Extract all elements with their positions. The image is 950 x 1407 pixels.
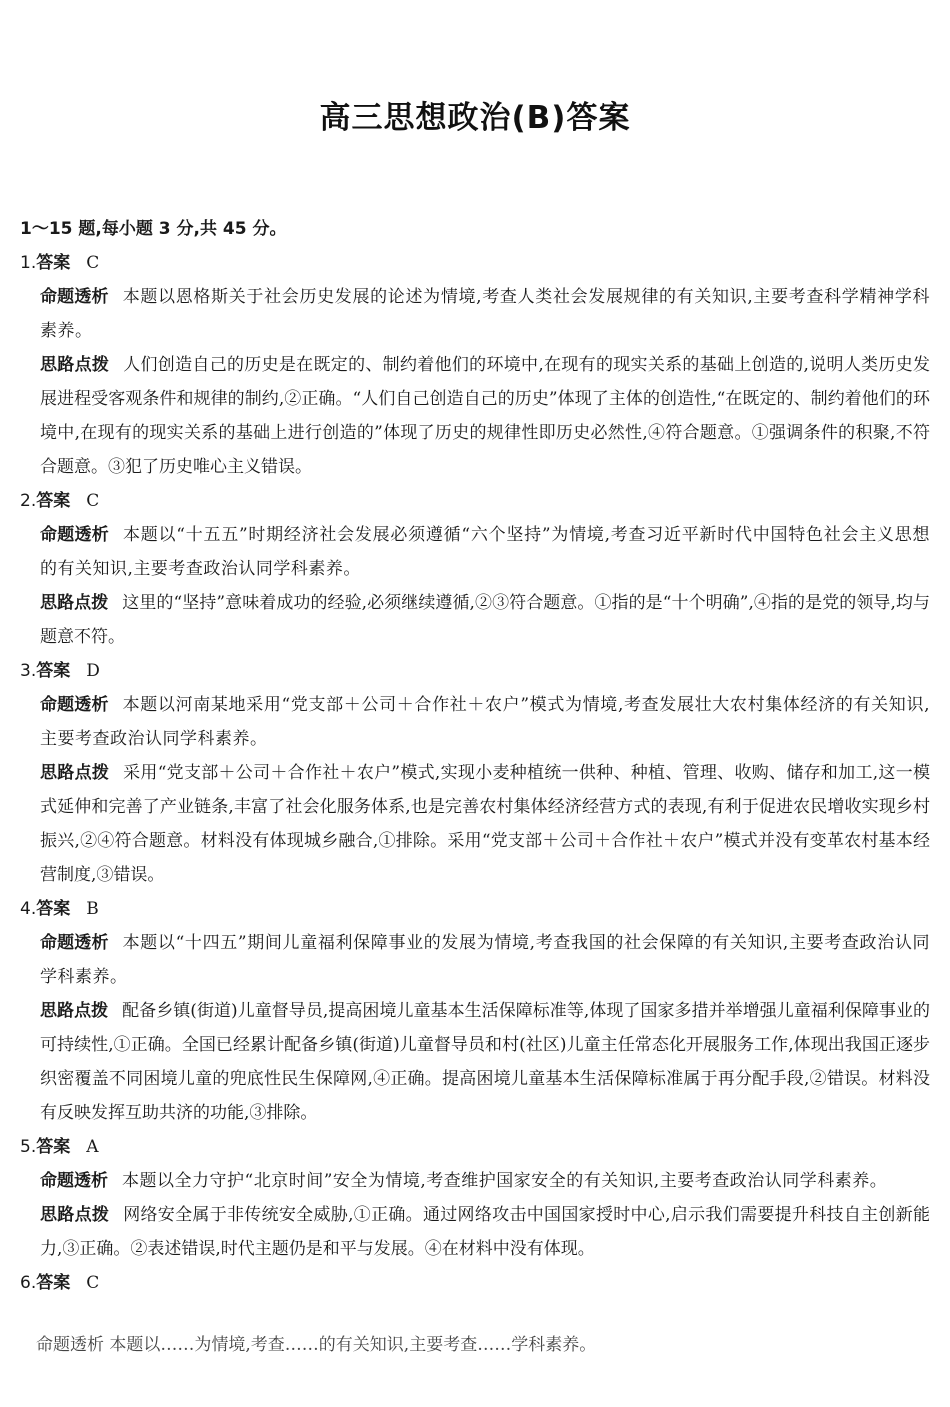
intro-line [20,212,930,246]
question-number: 4. [20,899,37,919]
answer-label: 答案 [36,491,71,511]
page-title: 高三思想政治(B)答案 [319,100,631,136]
thinking-paragraph [40,994,930,1130]
question-header [20,1130,930,1164]
question-block [20,892,930,1130]
answer-label: 答案 [36,1137,71,1157]
thinking-label: 思路点拨 [40,763,110,783]
answer-value: C [86,253,100,273]
thinking-paragraph [40,756,930,892]
thinking-text: 采用“党支部＋公司＋合作社＋农户”模式,实现小麦种植统一供种、种植、管理、收购、储存和加工,这一模式延伸和完善了产业链条,丰富了社会化服务体系,也是完善农村集体经济经营方式的表现,有利于促进农民增收实现乡村振兴,②④符合题意。材料没有体现城乡融合,①排除。采用“党支部＋公司＋合作社＋农户”模式并没有变革农村基本经营制度,③错误。 [40,763,931,885]
thinking-label: 思路点拨 [40,593,109,613]
analysis-paragraph [40,280,930,348]
analysis-label: 命题透析 [40,933,109,953]
question-number: 5. [20,1137,37,1157]
answer-value: C [86,491,100,511]
question-number: 1. [20,253,37,273]
answer-label: 答案 [36,1273,71,1293]
thinking-paragraph [40,1198,930,1266]
answer-label: 答案 [36,253,71,273]
intro-text: 1～15 题,每小题 3 分,共 45 分。 [20,219,287,239]
answer-content [20,212,930,1300]
analysis-text: 本题以恩格斯关于社会历史发展的论述为情境,考查人类社会发展规律的有关知识,主要考查科学精神学科素养。 [40,287,931,341]
analysis-label: 命题透析 [40,1171,108,1191]
question-block [20,246,930,484]
question-block [20,1266,930,1300]
analysis-paragraph [40,1164,930,1198]
answer-label: 答案 [36,899,71,919]
analysis-paragraph [40,688,930,756]
analysis-paragraph [40,518,930,586]
thinking-text: 人们创造自己的历史是在既定的、制约着他们的环境中,在现有的现实关系的基础上创造的,说明人类历史发展进程受客观条件和规律的制约,②正确。“人们自己创造自己的历史”体现了主体的创造性,“在既定的、制约着他们的环境中,在现有的现实关系的基础上进行创造的”体现了历史的规律性即历史必然性,④符合题意。①强调条件的积聚,不符合题意。③犯了历史唯心主义错误。 [40,355,931,477]
question-block [20,654,930,892]
answer-value: B [86,899,99,919]
answer-value: C [86,1273,100,1293]
analysis-text: 本题以河南某地采用“党支部＋公司＋合作社＋农户”模式为情境,考查发展壮大农村集体经济的有关知识,主要考查政治认同学科素养。 [40,695,931,749]
question-block [20,484,930,654]
thinking-paragraph [40,586,930,654]
thinking-text: 这里的“坚持”意味着成功的经验,必须继续遵循,②③符合题意。①指的是“十个明确”,④指的是党的领导,均与题意不符。 [40,593,931,647]
answer-label: 答案 [36,661,71,681]
analysis-label: 命题透析 [40,525,110,545]
analysis-text: 本题以“十四五”期间儿童福利保障事业的发展为情境,考查我国的社会保障的有关知识,主要考查政治认同学科素养。 [40,933,931,987]
question-header [20,654,930,688]
question-header [20,246,930,280]
question-block [20,1130,930,1266]
thinking-text: 网络安全属于非传统安全威胁,①正确。通过网络攻击中国国家授时中心,启示我们需要提升科技自主创新能力,③正确。②表述错误,时代主题仍是和平与发展。④在材料中没有体现。 [40,1205,931,1259]
thinking-label: 思路点拨 [40,1001,109,1021]
analysis-label: 命题透析 [40,695,109,715]
thinking-label: 思路点拨 [40,355,110,375]
thinking-text: 配备乡镇(街道)儿童督导员,提高困境儿童基本生活保障标准等,体现了国家多措并举增强儿童福利保障事业的可持续性,①正确。全国已经累计配备乡镇(街道)儿童督导员和村(社区)儿童主任常态化开展服务工作,体现出我国正逐步织密覆盖不同困境儿童的兜底性民生保障网,④正确。提高困境儿童基本生活保障标准属于再分配手段,②错误。材料没有反映发挥互助共济的功能,③排除。 [40,1001,931,1123]
analysis-text: 本题以“十五五”时期经济社会发展必须遵循“六个坚持”为情境,考查习近平新时代中国特色社会主义思想的有关知识,主要考查政治认同学科素养。 [40,525,931,579]
question-header [20,892,930,926]
cutoff-line [36,1330,930,1355]
question-header [20,484,930,518]
answer-value: A [86,1137,99,1157]
cutoff-text: 命题透析 本题以……为情境,考查……的有关知识,主要考查……学科素养。 [36,1335,597,1355]
analysis-paragraph [40,926,930,994]
question-number: 3. [20,661,37,681]
answer-value: D [86,661,100,681]
thinking-paragraph [40,348,930,484]
analysis-text: 本题以全力守护“北京时间”安全为情境,考查维护国家安全的有关知识,主要考查政治认同学科素养。 [122,1171,888,1191]
question-header [20,1266,930,1300]
analysis-label: 命题透析 [40,287,109,307]
question-number: 6. [20,1273,37,1293]
thinking-label: 思路点拨 [40,1205,110,1225]
question-number: 2. [20,491,37,511]
